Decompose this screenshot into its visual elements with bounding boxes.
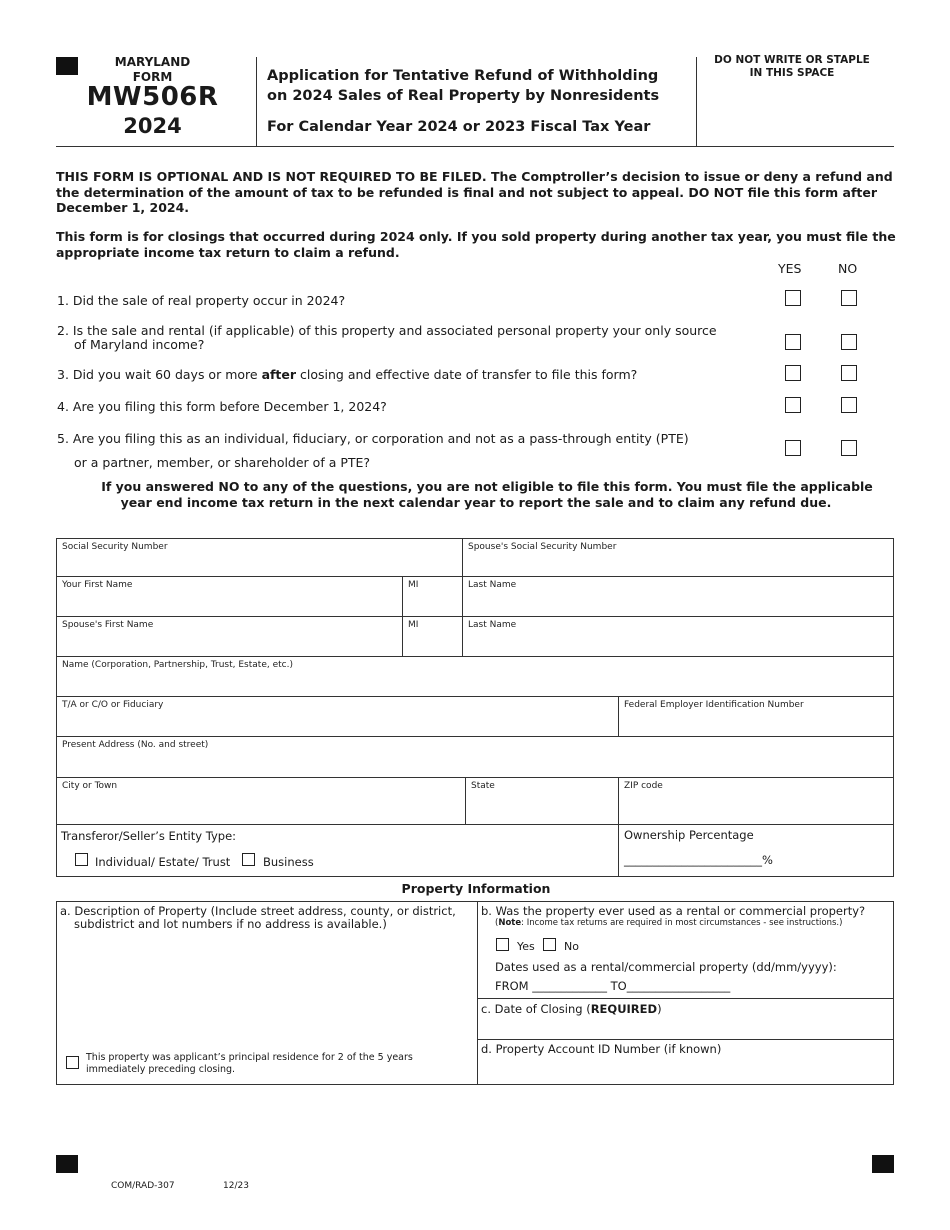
no-column-header: NO <box>838 261 858 276</box>
question-5-continued: or a partner, member, or shareholder of a PTE? <box>74 455 371 470</box>
form-revision: 12/23 <box>223 1181 249 1191</box>
question-5-yes-checkbox[interactable] <box>785 440 801 456</box>
optional-notice: THIS FORM IS OPTIONAL AND IS NOT REQUIRED TO BE FILED. The Comptroller’s decision to issue or deny a refund and the determination of the amount of tax to be refunded is final and not subject to appeal. DO NOT file this form after December 1, 2024. <box>56 169 893 215</box>
individual-checkbox[interactable] <box>75 853 88 866</box>
rental-use-note: (Note: Income tax returns are required in most circumstances - see instructions.) <box>495 918 843 928</box>
question-1-yes-checkbox[interactable] <box>785 290 801 306</box>
rental-yes-checkbox[interactable] <box>496 938 509 951</box>
question-5-no-checkbox[interactable] <box>841 440 857 456</box>
form-subtitle: For Calendar Year 2024 or 2023 Fiscal Tax Year <box>267 119 651 135</box>
spouse-first-name-field[interactable] <box>56 616 403 657</box>
rental-dates-label: Dates used as a rental/commercial property (dd/mm/yyyy): <box>495 960 837 974</box>
address-label: Present Address (No. and street) <box>62 740 209 750</box>
property-account-id-label: d. Property Account ID Number (if known) <box>481 1042 722 1056</box>
rental-yes-label: Yes <box>517 940 535 953</box>
state-label: MARYLAND <box>114 55 191 69</box>
zip-label: ZIP code <box>624 781 663 791</box>
eligibility-warning-line2: year end income tax return in the next calendar year to report the sale and to claim any refund due. <box>120 495 832 510</box>
ssn-field[interactable] <box>56 538 463 577</box>
header-divider-left <box>256 57 257 146</box>
header-divider-right <box>696 57 697 146</box>
question-3-no-checkbox[interactable] <box>841 365 857 381</box>
property-account-id-field[interactable] <box>477 1039 894 1085</box>
closing-date-label: c. Date of Closing (REQUIRED) <box>481 1002 662 1016</box>
last-name-label: Last Name <box>468 580 517 590</box>
spouse-first-name-label: Spouse's First Name <box>62 620 154 630</box>
question-1: 1. Did the sale of real property occur in 2024? <box>57 293 346 308</box>
principal-residence-label: This property was applicant’s principal residence for 2 of the 5 years <box>86 1052 413 1063</box>
entity-name-label: Name (Corporation, Partnership, Trust, Estate, etc.) <box>62 660 293 670</box>
zip-field[interactable] <box>618 777 894 825</box>
last-name-field[interactable] <box>462 576 894 617</box>
question-5: 5. Are you filing this as an individual, fiduciary, or corporation and not as a pass-through entity (PTE) <box>57 431 689 446</box>
question-3: 3. Did you wait 60 days or more after closing and effective date of transfer to file this form? <box>57 367 638 382</box>
ssn-label: Social Security Number <box>62 542 168 552</box>
individual-label: Individual/ Estate/ Trust <box>95 855 231 869</box>
registration-mark-bottom-left <box>56 1155 78 1173</box>
ta-co-label: T/A or C/O or Fiduciary <box>62 700 164 710</box>
address-field[interactable] <box>56 736 894 778</box>
ownership-label: Ownership Percentage <box>624 828 754 842</box>
mi-field[interactable] <box>402 576 463 617</box>
form-word: FORM <box>132 70 173 84</box>
city-label: City or Town <box>62 781 118 791</box>
spouse-mi-label: MI <box>408 620 419 630</box>
principal-residence-checkbox[interactable] <box>66 1056 79 1069</box>
question-2-no-checkbox[interactable] <box>841 334 857 350</box>
spouse-last-name-label: Last Name <box>468 620 517 630</box>
rental-use-section <box>477 901 894 999</box>
fein-label: Federal Employer Identification Number <box>624 700 804 710</box>
first-name-field[interactable] <box>56 576 403 617</box>
form-number: MW506R <box>86 82 219 112</box>
spouse-mi-field[interactable] <box>402 616 463 657</box>
mi-label: MI <box>408 580 419 590</box>
question-4-yes-checkbox[interactable] <box>785 397 801 413</box>
business-checkbox[interactable] <box>242 853 255 866</box>
spouse-ssn-label: Spouse's Social Security Number <box>468 542 617 552</box>
state-field[interactable] <box>465 777 619 825</box>
spouse-ssn-field[interactable] <box>462 538 894 577</box>
city-field[interactable] <box>56 777 466 825</box>
business-label: Business <box>263 855 314 869</box>
eligibility-warning-line1: If you answered NO to any of the questions, you are not eligible to file this form. You must file the applicable <box>101 479 873 494</box>
ownership-blank: ________________________% <box>624 853 773 867</box>
form-code: COM/RAD-307 <box>111 1181 175 1191</box>
property-info-heading: Property Information <box>401 881 551 896</box>
spouse-last-name-field[interactable] <box>462 616 894 657</box>
ta-co-field[interactable] <box>56 696 619 737</box>
yes-column-header: YES <box>778 261 802 276</box>
registration-mark-top-left <box>56 57 78 75</box>
header-bottom-rule <box>56 146 894 147</box>
registration-mark-bottom-right <box>872 1155 894 1173</box>
fein-field[interactable] <box>618 696 894 737</box>
question-1-no-checkbox[interactable] <box>841 290 857 306</box>
form-title-line2: on 2024 Sales of Real Property by Nonresidents <box>267 88 660 104</box>
property-description-label-continued: subdistrict and lot numbers if no address is available.) <box>74 917 387 931</box>
entity-type-section <box>56 824 619 877</box>
ownership-field[interactable] <box>618 824 894 877</box>
rental-use-question: b. Was the property ever used as a rental or commercial property? <box>481 904 866 918</box>
form-title-line1: Application for Tentative Refund of Withholding <box>267 68 659 84</box>
first-name-label: Your First Name <box>62 580 133 590</box>
question-4-no-checkbox[interactable] <box>841 397 857 413</box>
question-4: 4. Are you filing this form before December 1, 2024? <box>57 399 387 414</box>
question-2-yes-checkbox[interactable] <box>785 334 801 350</box>
property-description-label: a. Description of Property (Include street address, county, or district, <box>60 904 456 918</box>
property-description-field[interactable] <box>56 901 478 1085</box>
question-3-yes-checkbox[interactable] <box>785 365 801 381</box>
entity-name-field[interactable] <box>56 656 894 697</box>
state-label-field: State <box>471 781 495 791</box>
principal-residence-label-continued: immediately preceding closing. <box>86 1064 236 1075</box>
closings-notice: This form is for closings that occurred during 2024 only. If you sold property during another tax year, you must file the appropriate income tax return to claim a refund. <box>56 229 896 260</box>
rental-no-checkbox[interactable] <box>543 938 556 951</box>
form-year: 2024 <box>123 114 182 138</box>
do-not-write-line1: DO NOT WRITE OR STAPLE <box>714 54 870 66</box>
rental-dates-field[interactable]: FROM _____________ TO__________________ <box>495 979 731 993</box>
rental-no-label: No <box>564 940 579 953</box>
do-not-write-line2: IN THIS SPACE <box>749 67 835 79</box>
question-2: 2. Is the sale and rental (if applicable) of this property and associated personal property your only source <box>57 323 717 338</box>
question-2-continued: of Maryland income? <box>74 337 205 352</box>
closing-date-field[interactable] <box>477 998 894 1040</box>
entity-type-label: Transferor/Seller’s Entity Type: <box>61 829 237 843</box>
